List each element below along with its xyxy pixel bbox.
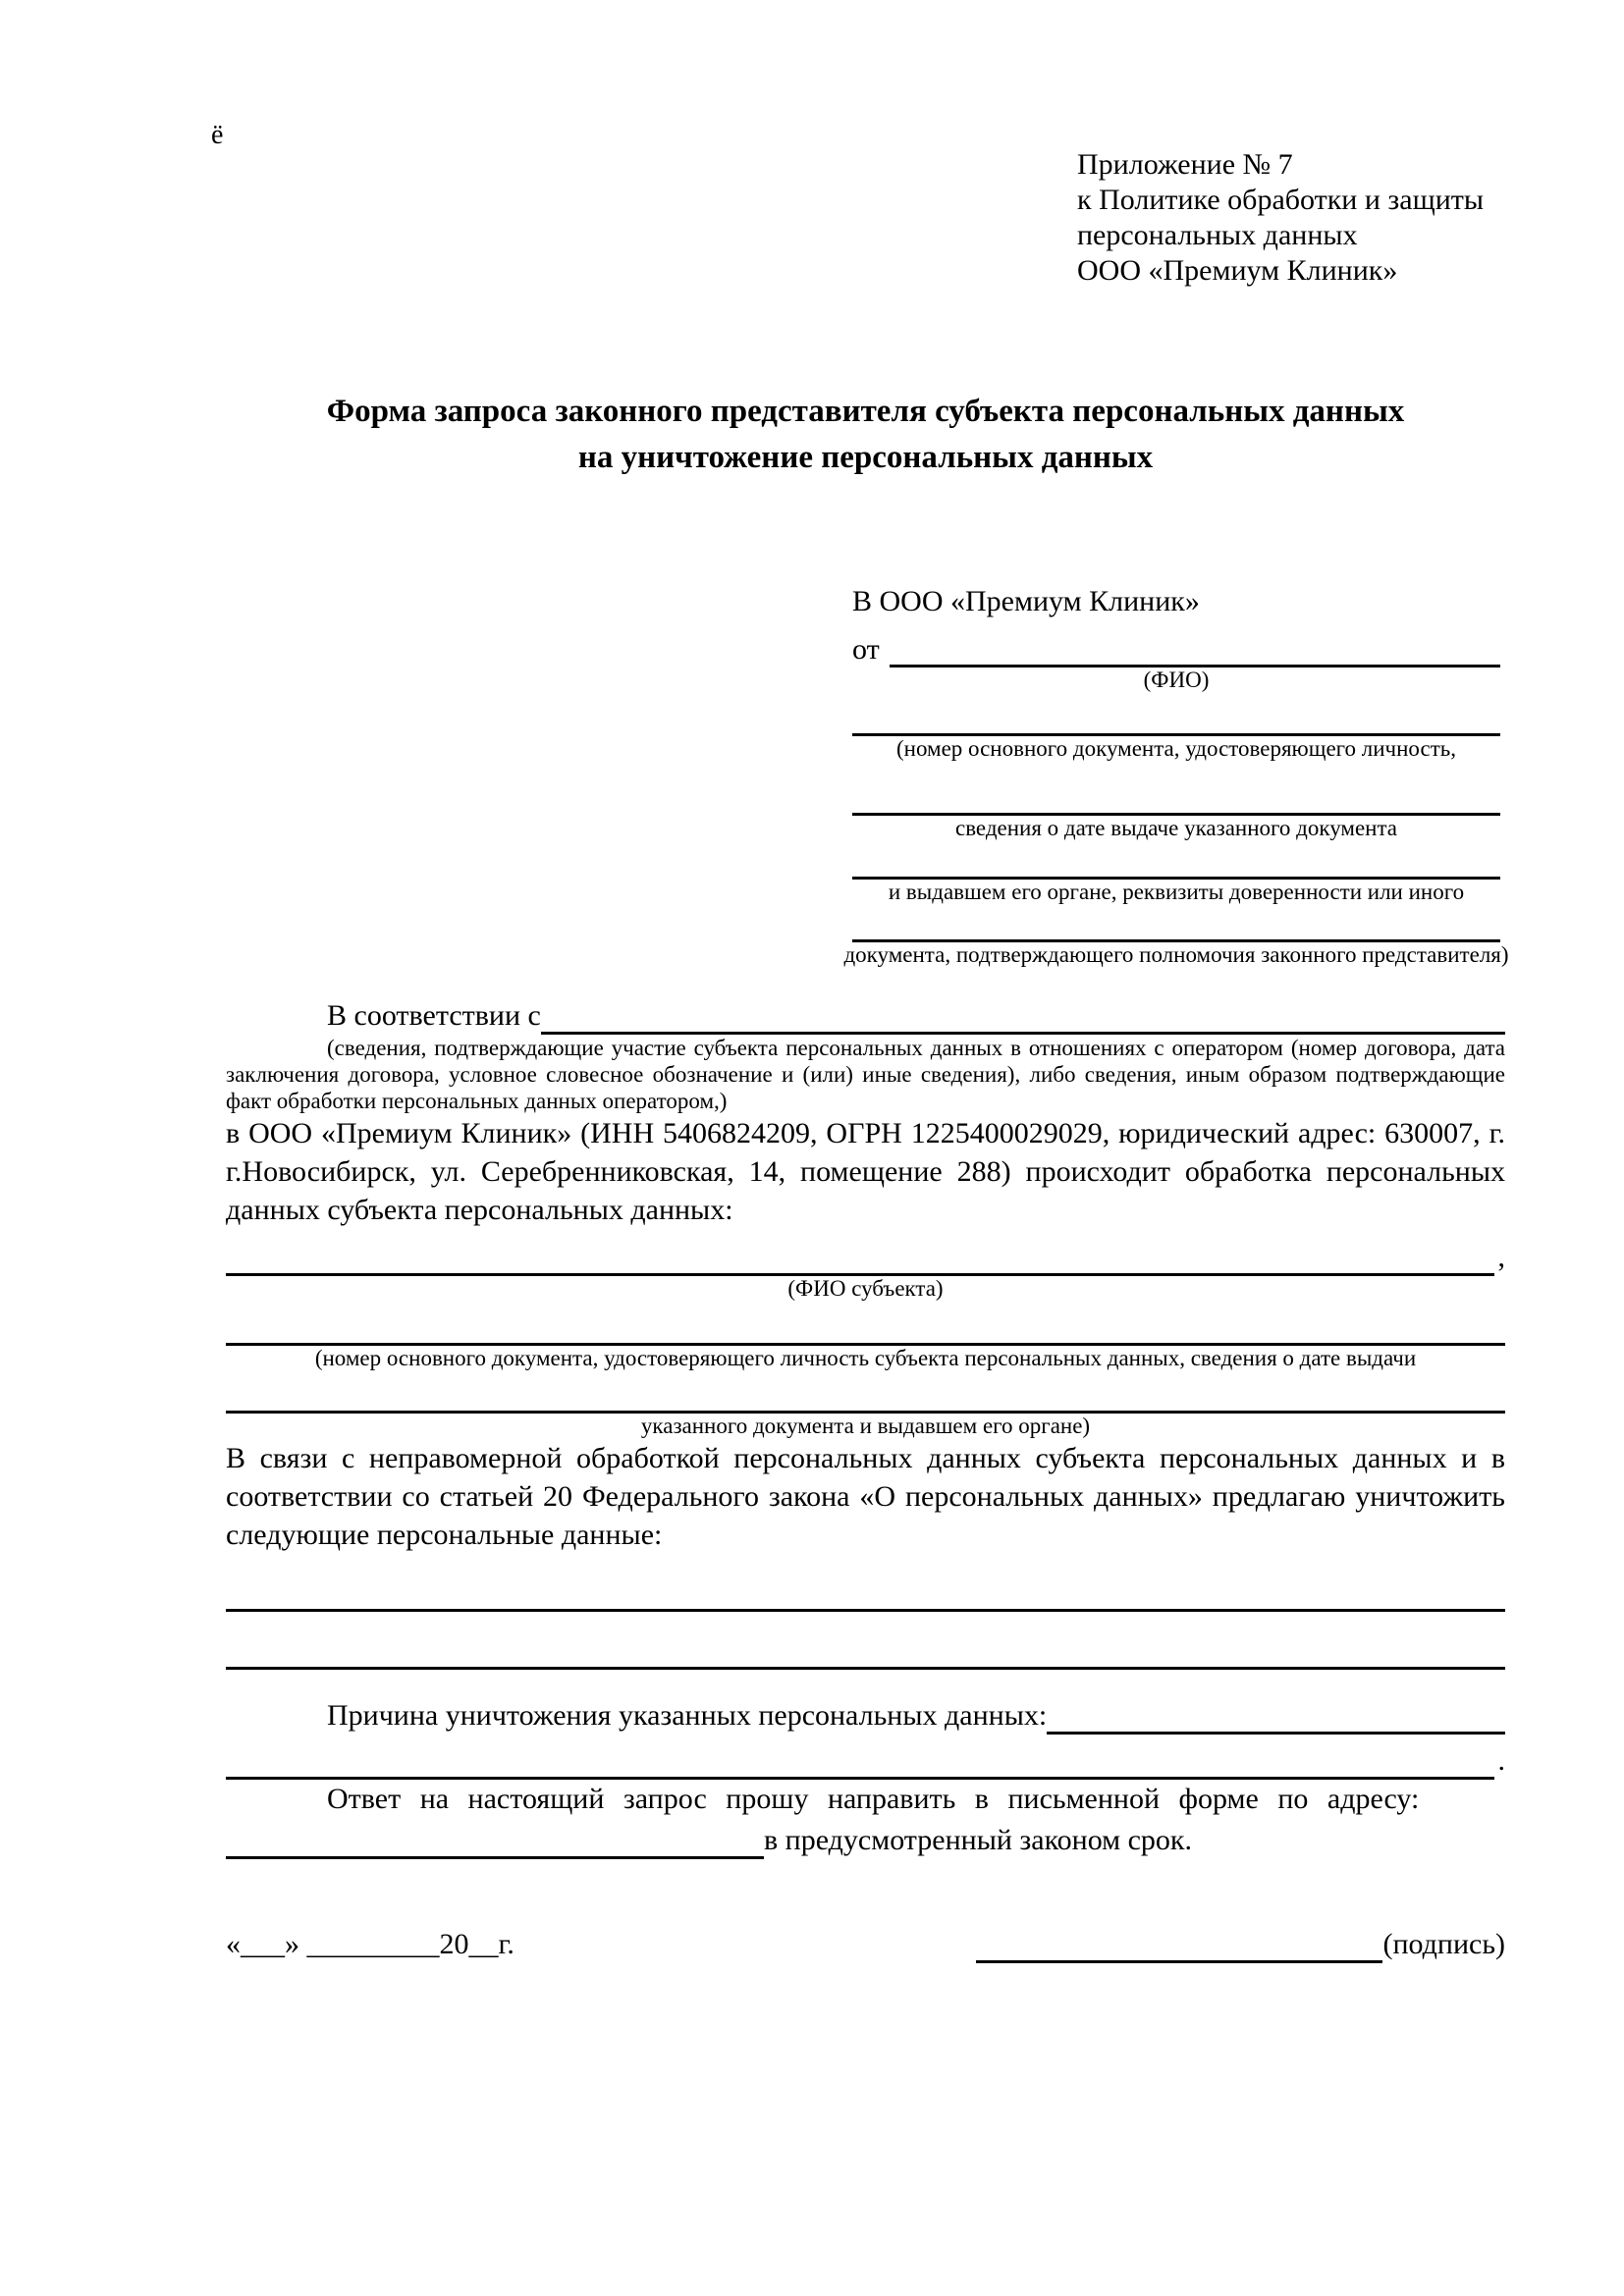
appendix-line: Приложение № 7	[1077, 148, 1293, 181]
stray-char: ё	[211, 120, 224, 150]
reason-blank-line	[1047, 1693, 1505, 1735]
recipient-to-line: В ООО «Премиум Клиник»	[852, 585, 1200, 617]
subject-fio-row	[226, 1237, 1505, 1276]
signature-row	[226, 1922, 1505, 1963]
from-blank-line	[890, 629, 1500, 667]
doc-caption-1: (номер основного документа, удостоверяющего личность,	[895, 736, 1456, 761]
signature-group	[976, 1923, 1505, 1963]
subject-fio-caption: (ФИО субъекта)	[787, 1276, 944, 1301]
accordance-row	[226, 993, 1505, 1035]
subject-doc-blank-line-1	[226, 1302, 1505, 1346]
doc-caption-4: документа, подтверждающего полномочия законного представителя)	[843, 942, 1509, 967]
document-title-line2: на уничтожение персональных данных	[577, 440, 1154, 475]
doc-caption-2: сведения о дате выдаче указанного документа	[954, 816, 1398, 840]
document-title	[226, 389, 1505, 481]
signature-caption: (подпись)	[1382, 1928, 1505, 1960]
from-field-row	[852, 629, 1500, 667]
doc-caption-3: и выдавшем его органе, реквизиты доверенности или иного	[888, 880, 1465, 904]
document-title-line1: Форма запроса законного представителя субъекта персональных данных	[326, 394, 1405, 429]
reason-label: Причина уничтожения указанных персональных данных:	[327, 1699, 1048, 1732]
accordance-note: (сведения, подтверждающие участие субъекта персональных данных в отношениях с оператором (номер договора, дата заключения договора, условное словесное обозначение и (или) иные сведения), либо сведения, иным образом подтверждающие факт обработки персональных данных оператором,)	[226, 1036, 1505, 1113]
body-block	[226, 993, 1505, 1963]
data-blank-line-2	[226, 1612, 1505, 1670]
subject-fio-comma: ,	[1497, 1241, 1505, 1273]
reason-period: .	[1497, 1744, 1505, 1777]
reply-address-row	[226, 1818, 1505, 1859]
subject-fio-blank-line	[226, 1237, 1494, 1276]
subject-doc-blank-line-2	[226, 1371, 1505, 1414]
doc-blank-line-3	[852, 841, 1500, 880]
subject-doc-caption-1: (номер основного документа, удостоверяющего личность субъекта персональных данных, сведения о дате выдачи	[314, 1346, 1417, 1370]
reply-paragraph: Ответ на настоящий запрос прошу направить в письменной форме по адресу:	[327, 1783, 1420, 1815]
reason-blank-line-2	[226, 1735, 1494, 1780]
accordance-label: В соответствии с	[327, 999, 541, 1032]
data-blank-line-1	[226, 1554, 1505, 1612]
reply-tail-text: в предусмотренный законом срок.	[764, 1824, 1192, 1856]
appendix-line: к Политике обработки и защиты	[1077, 184, 1485, 216]
appendix-line: ООО «Премиум Клиник»	[1077, 254, 1398, 287]
fio-caption: (ФИО)	[1143, 667, 1210, 692]
recipient-block	[843, 583, 1509, 968]
operator-paragraph: в ООО «Премиум Клиник» (ИНН 5406824209, ОГРН 1225400029029, юридический адрес: 630007, г. г.Новосибирск, ул. Серебренниковская, 14, помещение 288) происходит обработка персональных данных субъекта персональных данных:	[226, 1117, 1505, 1226]
appendix-line: персональных данных	[1077, 219, 1358, 251]
demand-paragraph: В связи с неправомерной обработкой персональных данных субъекта персональных данных и в соответствии со статьей 20 Федерального закона «О персональных данных» предлагаю уничтожить следующие персональные данные:	[226, 1442, 1505, 1551]
date-fill-in: «___» _________20__г.	[226, 1928, 514, 1960]
doc-blank-line-1	[852, 693, 1500, 736]
address-blank-line	[226, 1818, 764, 1859]
from-label: от	[852, 633, 880, 666]
reason-row	[226, 1693, 1505, 1735]
subject-doc-caption-2: указанного документа и выдавшем его органе)	[640, 1414, 1091, 1438]
doc-blank-line-4	[852, 905, 1500, 942]
accordance-blank-line	[541, 993, 1505, 1035]
signature-blank-line	[976, 1923, 1382, 1963]
reason-continuation-row	[226, 1735, 1505, 1780]
doc-blank-line-2	[852, 762, 1500, 816]
appendix-header	[1077, 147, 1509, 289]
